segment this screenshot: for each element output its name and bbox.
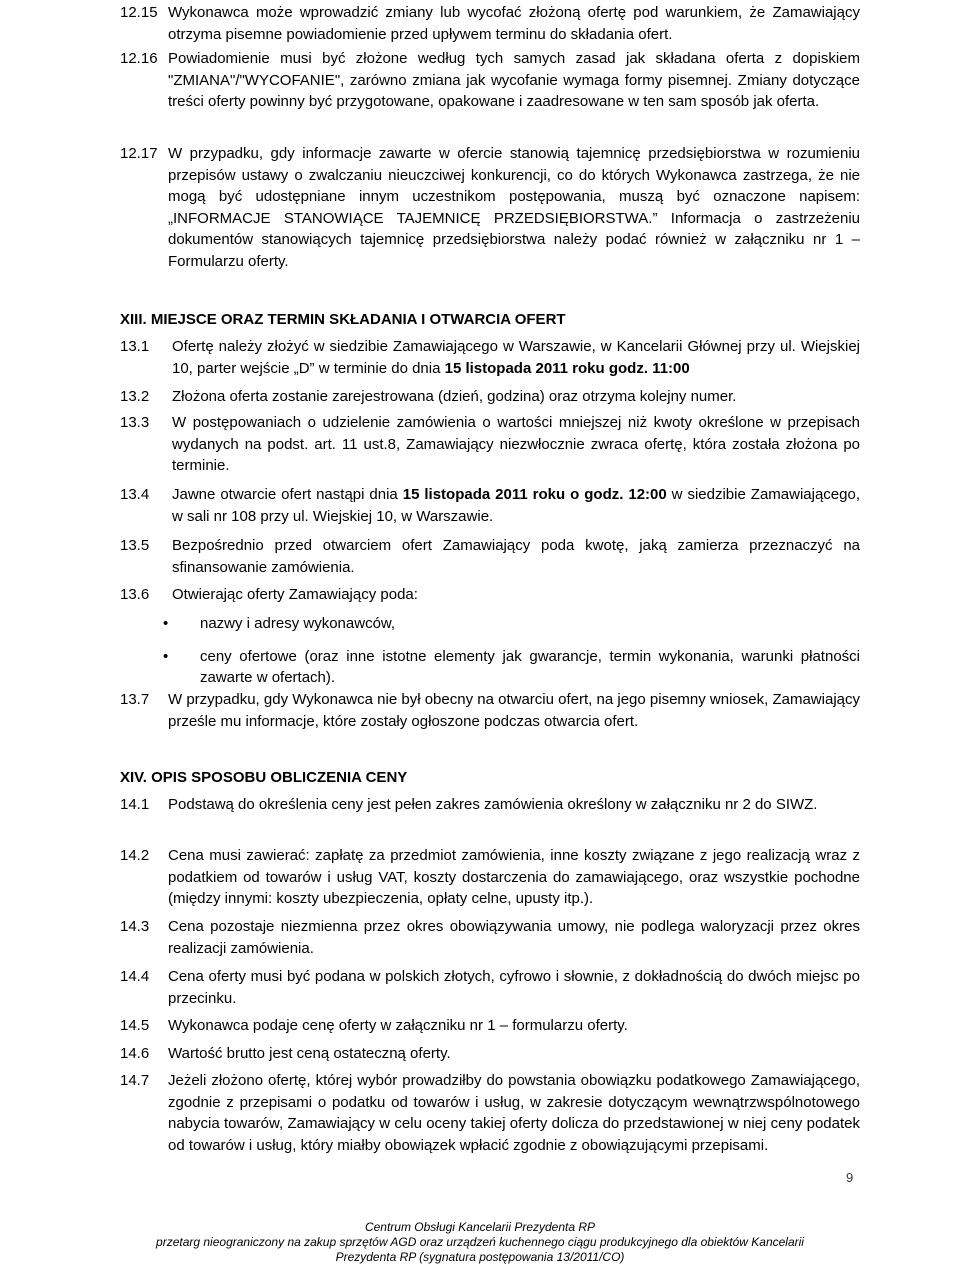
section-heading: XIII. MIEJSCE ORAZ TERMIN SKŁADANIA I OTWARCIA OFERT bbox=[120, 311, 566, 328]
footer-line: Prezydenta RP (sygnatura postępowania 13/2011/CO) bbox=[335, 1250, 625, 1264]
bullet-item bbox=[120, 613, 860, 635]
list-item bbox=[120, 484, 860, 527]
list-item bbox=[120, 336, 860, 379]
item-number: 12.17 bbox=[120, 145, 158, 162]
item-number: 13.2 bbox=[120, 388, 150, 405]
list-item bbox=[120, 143, 860, 272]
page-number: 9 bbox=[846, 1170, 854, 1185]
list-item bbox=[120, 1015, 860, 1037]
item-text bbox=[172, 484, 860, 527]
footer-line: przetarg nieograniczony na zakup sprzętów AGD oraz urządzeń kuchennego ciągu produkcyjnego dla obiektów Kancelarii bbox=[156, 1235, 804, 1249]
item-text: W przypadku, gdy informacje zawarte w ofercie stanowią tajemnicę przedsiębiorstwa w rozumieniu przepisów ustawy o zwalczaniu nieuczciwej konkurencji, co do których Wykonawca zastrzega, że nie mogą być udostępniane innym uczestnikom postępowania, muszą być oznaczone napisem: „INFORMACJE STANOWIĄCE TAJEMNICĘ PRZEDSIĘBIORSTWA.” Informacja o zastrzeżeniu dokumentów stanowiących tajemnicę przedsiębiorstwa należy podać również w załączniku nr 1 – Formularzu oferty. bbox=[168, 145, 860, 270]
item-number: 13.6 bbox=[120, 586, 150, 603]
bullet-text: ceny ofertowe (oraz inne istotne elementy jak gwarancje, termin wykonania, warunki płatności zawarte w ofertach). bbox=[200, 647, 860, 686]
page-footer bbox=[0, 1220, 960, 1265]
item-number: 14.7 bbox=[120, 1072, 150, 1089]
list-item bbox=[120, 916, 860, 959]
list-item bbox=[120, 535, 860, 578]
list-item bbox=[120, 2, 860, 45]
item-number: 14.6 bbox=[120, 1045, 150, 1062]
item-text: Wartość brutto jest ceną ostateczną oferty. bbox=[168, 1045, 451, 1062]
list-item bbox=[120, 48, 860, 113]
item-text: Wykonawca podaje cenę oferty w załączniku nr 1 – formularzu oferty. bbox=[168, 1017, 628, 1034]
item-text: Jeżeli złożono ofertę, której wybór prowadziłby do powstania obowiązku podatkowego Zamawiającego, zgodnie z przepisami o podatku od towarów i usług, w zakresie dotyczącym wewnątrzwspólnotowego nabycia towarów, Zamawiający w celu oceny takiej oferty dolicza do przedstawionej w niej ceny podatek od towarów i usług, który miałby obowiązek wpłacić zgodnie z obowiązującymi przepisami. bbox=[168, 1072, 860, 1154]
item-number: 14.4 bbox=[120, 968, 150, 985]
deadline-date: 15 listopada 2011 roku godz. 11:00 bbox=[444, 359, 690, 377]
section-heading: XIV. OPIS SPOSOBU OBLICZENIA CENY bbox=[120, 769, 408, 786]
list-item bbox=[120, 412, 860, 477]
list-item bbox=[120, 794, 860, 816]
item-text: Bezpośrednio przed otwarciem ofert Zamawiający poda kwotę, jaką zamierza przeznaczyć na sfinansowanie zamówienia. bbox=[172, 537, 860, 576]
item-number: 13.1 bbox=[120, 338, 150, 355]
item-text: Wykonawca może wprowadzić zmiany lub wycofać złożoną ofertę pod warunkiem, że Zamawiający otrzyma pisemne powiadomienie przed upływem terminu do składania ofert. bbox=[168, 4, 860, 43]
item-number: 13.4 bbox=[120, 486, 150, 503]
item-text-regular: Jawne otwarcie ofert nastąpi dnia bbox=[172, 486, 403, 503]
item-text-regular: w siedzibie Zamawiającego, w sali nr 108 przy ul. Wiejskiej 10, w Warszawie. bbox=[172, 486, 860, 525]
item-text: Cena musi zawierać: zapłatę za przedmiot zamówienia, inne koszty związane z jego realizacją wraz z podatkiem od towarów i usług VAT, koszty dostarczenia do zamawiającego, oraz wszystkie pochodne (między innymi: koszty ubezpieczenia, opłaty celne, upusty itp.). bbox=[168, 847, 860, 907]
item-text: Otwierając oferty Zamawiający poda: bbox=[172, 586, 418, 603]
bullet-icon: • bbox=[163, 647, 169, 665]
item-text: Podstawą do określenia ceny jest pełen zakres zamówienia określony w załączniku nr 2 do SIWZ. bbox=[168, 796, 818, 813]
item-number: 14.3 bbox=[120, 918, 150, 935]
list-item bbox=[120, 845, 860, 910]
item-text: W przypadku, gdy Wykonawca nie był obecny na otwarciu ofert, na jego pisemny wniosek, Zamawiający prześle mu informacje, które zostały ogłoszone podczas otwarcia ofert. bbox=[168, 691, 860, 730]
opening-date: 15 listopada 2011 roku o godz. 12:00 bbox=[402, 486, 667, 503]
list-item bbox=[120, 689, 860, 732]
item-number: 14.2 bbox=[120, 847, 150, 864]
list-item bbox=[120, 966, 860, 1009]
list-item bbox=[120, 1043, 860, 1065]
footer-line: Centrum Obsługi Kancelarii Prezydenta RP bbox=[364, 1220, 596, 1234]
item-text-regular: Ofertę należy złożyć w siedzibie Zamawiającego w Warszawie, w Kancelarii Głównej przy ul. Wiejskiej 10, parter wejście „D” w terminie do dnia bbox=[172, 338, 860, 377]
item-text bbox=[172, 336, 860, 379]
list-item bbox=[120, 584, 860, 606]
item-number: 13.5 bbox=[120, 537, 150, 554]
item-number: 13.7 bbox=[120, 691, 150, 708]
item-text: Złożona oferta zostanie zarejestrowana (dzień, godzina) oraz otrzyma kolejny numer. bbox=[172, 388, 737, 405]
bullet-text: nazwy i adresy wykonawców, bbox=[200, 615, 396, 632]
item-number: 14.1 bbox=[120, 796, 150, 813]
item-number: 12.16 bbox=[120, 50, 158, 67]
item-number: 14.5 bbox=[120, 1017, 150, 1034]
item-text: Powiadomienie musi być złożone według tych samych zasad jak składana oferta z dopiskiem "ZMIANA"/"WYCOFANIE", zarówno zmiana jak wycofanie wymaga formy pisemnej. Zmiany dotyczące treści oferty powinny być przygotowane, opakowane i zaadresowane w ten sam sposób jak oferta. bbox=[168, 50, 860, 110]
bullet-item bbox=[120, 646, 860, 689]
item-text: Cena pozostaje niezmienna przez okres obowiązywania umowy, nie podlega waloryzacji przez okres realizacji zamówienia. bbox=[168, 918, 860, 957]
item-number: 12.15 bbox=[120, 4, 158, 21]
bullet-icon: • bbox=[163, 615, 169, 632]
item-text: Cena oferty musi być podana w polskich złotych, cyfrowo i słownie, z dokładnością do dwóch miejsc po przecinku. bbox=[168, 968, 860, 1007]
list-item bbox=[120, 386, 860, 408]
bullet-list bbox=[120, 613, 860, 689]
list-item bbox=[120, 1070, 860, 1156]
item-text: W postępowaniach o udzielenie zamówienia o wartości mniejszej niż kwoty określone w przepisach wydanych na podst. art. 11 ust.8, Zamawiający niezwłocznie zwraca ofertę, która została złożona po terminie. bbox=[172, 414, 860, 474]
item-number: 13.3 bbox=[120, 414, 150, 431]
